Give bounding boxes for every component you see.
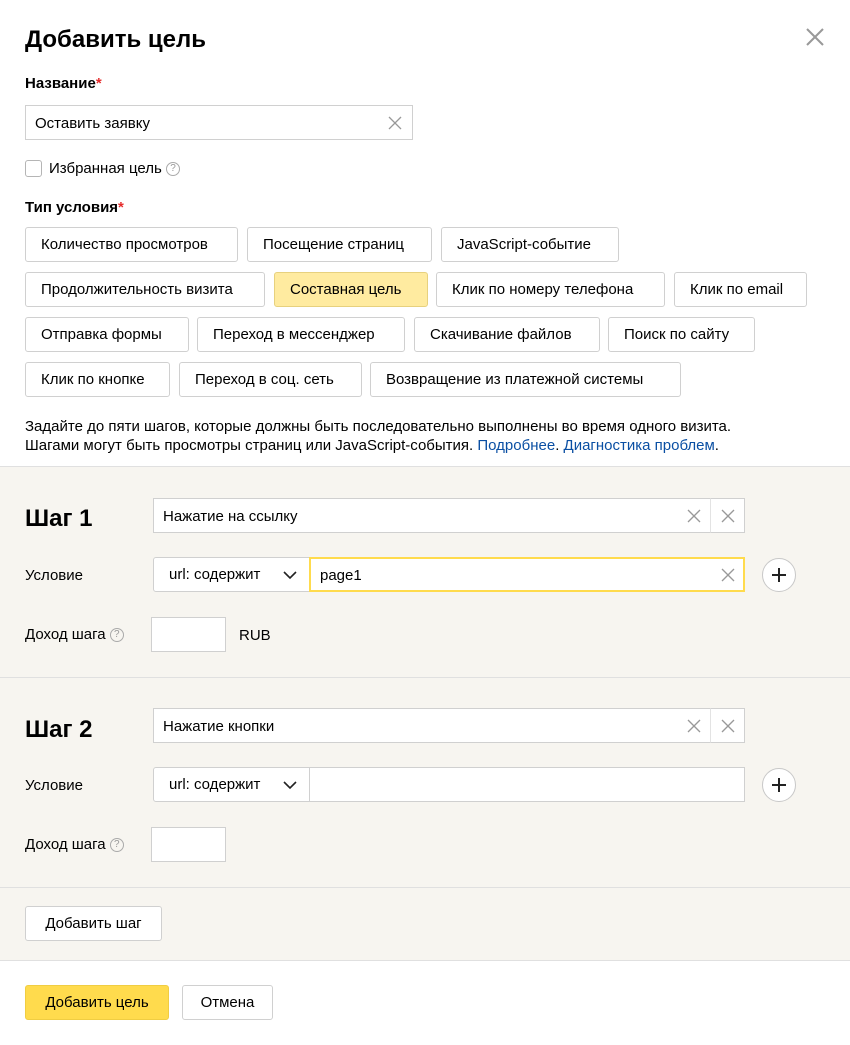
chevron-down-icon xyxy=(283,571,297,580)
favorite-checkbox[interactable] xyxy=(25,160,42,177)
footer-divider xyxy=(0,960,850,961)
description-sep: . xyxy=(555,437,564,454)
name-label-text: Название xyxy=(25,75,96,92)
income-input[interactable] xyxy=(151,827,226,862)
type-chip-social[interactable]: Переход в соц. сеть xyxy=(179,362,362,397)
favorite-label xyxy=(49,160,180,177)
chevron-down-icon xyxy=(283,781,297,790)
type-chip-payment-return[interactable]: Возвращение из платежной системы xyxy=(370,362,681,397)
remove-step-button[interactable] xyxy=(710,708,745,743)
add-condition-button[interactable] xyxy=(762,768,796,802)
step-name-value: Нажатие на ссылку xyxy=(163,508,298,525)
close-icon xyxy=(721,509,735,523)
type-chip-page-visit[interactable]: Посещение страниц xyxy=(247,227,432,262)
close-icon[interactable] xyxy=(802,24,828,50)
clear-icon[interactable] xyxy=(687,509,701,523)
type-chip-js-event[interactable]: JavaScript-событие xyxy=(441,227,619,262)
condition-operator-value: url: содержит xyxy=(169,566,261,583)
favorite-label-text: Избранная цель xyxy=(49,160,162,177)
type-chip-composite[interactable]: Составная цель xyxy=(274,272,428,307)
condition-operator-select[interactable] xyxy=(153,767,310,802)
type-chip-messenger[interactable]: Переход в мессенджер xyxy=(197,317,405,352)
description-text xyxy=(25,417,731,455)
type-chip-phone-click[interactable]: Клик по номеру телефона xyxy=(436,272,665,307)
clear-icon[interactable] xyxy=(388,116,402,130)
diagnostics-link[interactable]: Диагностика проблем xyxy=(563,437,715,454)
add-condition-button[interactable] xyxy=(762,558,796,592)
step-name-input[interactable] xyxy=(153,498,711,533)
condition-value-input[interactable] xyxy=(309,767,745,802)
help-icon[interactable]: ? xyxy=(110,838,124,852)
remove-step-button[interactable] xyxy=(710,498,745,533)
income-input[interactable] xyxy=(151,617,226,652)
clear-icon[interactable] xyxy=(687,719,701,733)
income-label-text: Доход шага xyxy=(25,626,106,643)
condition-operator-select[interactable] xyxy=(153,557,310,592)
condition-type-label-text: Тип условия xyxy=(25,199,119,216)
type-chip-form-submit[interactable]: Отправка формы xyxy=(25,317,189,352)
required-mark: * xyxy=(95,75,102,92)
income-label xyxy=(25,836,124,853)
type-chip-pageviews[interactable]: Количество просмотров xyxy=(25,227,238,262)
step-name-input[interactable] xyxy=(153,708,711,743)
help-icon[interactable]: ? xyxy=(110,628,124,642)
more-link[interactable]: Подробнее xyxy=(477,437,556,454)
name-label xyxy=(25,75,102,92)
description-line-2-text: Шагами могут быть просмотры страниц или JavaScript-события. xyxy=(25,437,474,454)
clear-icon[interactable] xyxy=(721,568,735,582)
step-2-panel xyxy=(0,677,850,887)
condition-value-input[interactable] xyxy=(309,557,745,592)
close-icon xyxy=(721,719,735,733)
type-chip-email-click[interactable]: Клик по email xyxy=(674,272,807,307)
income-label xyxy=(25,626,124,643)
condition-type-label xyxy=(25,199,124,216)
condition-operator-value: url: содержит xyxy=(169,776,261,793)
dialog-title: Добавить цель xyxy=(25,26,207,53)
add-step-button[interactable]: Добавить шаг xyxy=(25,906,162,941)
step-name-value: Нажатие кнопки xyxy=(163,718,275,735)
description-line-2 xyxy=(25,436,731,455)
type-chip-visit-duration[interactable]: Продолжительность визита xyxy=(25,272,265,307)
type-chip-button-click[interactable]: Клик по кнопке xyxy=(25,362,170,397)
condition-value-text: page1 xyxy=(320,567,362,584)
goal-name-input[interactable] xyxy=(25,105,413,140)
type-chip-site-search[interactable]: Поиск по сайту xyxy=(608,317,755,352)
step-title: Шаг 2 xyxy=(25,716,93,743)
condition-label: Условие xyxy=(25,567,83,584)
cancel-button[interactable]: Отмена xyxy=(182,985,273,1020)
plus-icon xyxy=(771,567,787,583)
plus-icon xyxy=(771,777,787,793)
submit-goal-button[interactable]: Добавить цель xyxy=(25,985,169,1020)
add-step-area xyxy=(0,887,850,960)
condition-label: Условие xyxy=(25,777,83,794)
required-mark: * xyxy=(118,199,124,216)
description-end: . xyxy=(714,437,719,454)
description-line-1: Задайте до пяти шагов, которые должны быть последовательно выполнены во время одного визита. xyxy=(25,418,732,435)
step-title: Шаг 1 xyxy=(25,505,93,532)
goal-name-value: Оставить заявку xyxy=(35,115,150,132)
income-label-text: Доход шага xyxy=(25,836,106,853)
step-1-panel xyxy=(0,466,850,677)
type-chip-file-download[interactable]: Скачивание файлов xyxy=(414,317,600,352)
currency-label: RUB xyxy=(239,627,271,644)
help-icon[interactable]: ? xyxy=(166,162,180,176)
